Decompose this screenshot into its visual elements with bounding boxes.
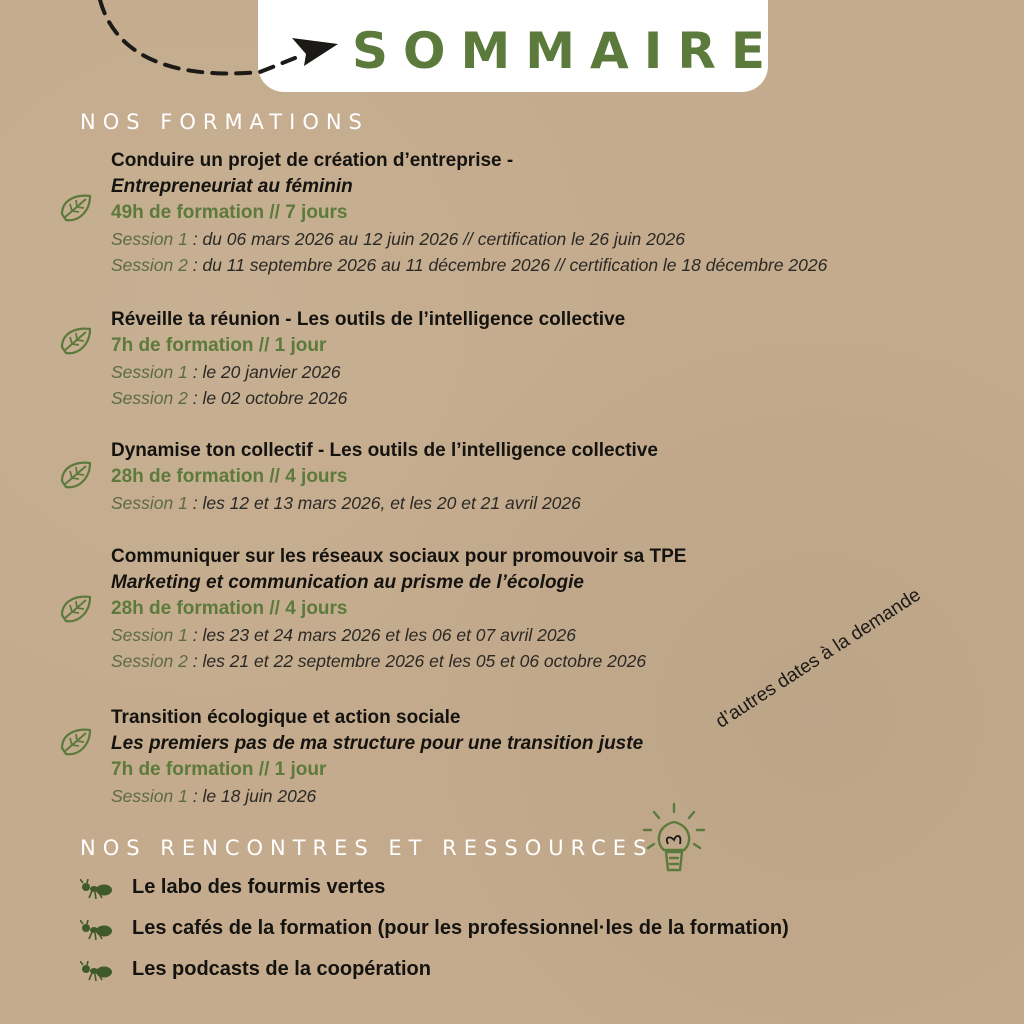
course-title: Dynamise ton collectif - Les outils de l’intelligence collective bbox=[111, 440, 658, 461]
resource-label: Les podcasts de la coopération bbox=[132, 958, 431, 980]
session-label: Session 1 bbox=[111, 493, 188, 513]
course-subtitle: Les premiers pas de ma structure pour une transition juste bbox=[111, 733, 644, 754]
session-dates: : les 23 et 24 mars 2026 et les 06 et 07 avril 2026 bbox=[187, 625, 577, 645]
section-heading-formations: NOS FORMATIONS bbox=[80, 110, 369, 134]
dashed-arrow-icon bbox=[0, 0, 360, 90]
ant-icon bbox=[80, 879, 114, 901]
leaf-icon bbox=[58, 190, 94, 226]
course-reunion bbox=[111, 307, 625, 411]
session-dates: : le 18 juin 2026 bbox=[187, 786, 317, 806]
course-title: Transition écologique et action sociale bbox=[111, 707, 461, 728]
course-session bbox=[111, 783, 643, 809]
course-session bbox=[111, 226, 827, 252]
session-dates: : du 11 septembre 2026 au 11 décembre 2026 // certification le 18 décembre 2026 bbox=[187, 255, 828, 275]
course-session bbox=[111, 490, 658, 516]
leaf-icon bbox=[58, 591, 94, 627]
session-dates: : les 12 et 13 mars 2026, et les 20 et 21 avril 2026 bbox=[187, 493, 581, 513]
course-hours: 7h de formation // 1 jour bbox=[111, 759, 327, 780]
section-heading-resources: NOS RENCONTRES ET RESSOURCES bbox=[80, 836, 654, 860]
course-reseaux-sociaux bbox=[111, 544, 686, 674]
ant-icon bbox=[80, 920, 114, 942]
session-dates: : le 20 janvier 2026 bbox=[187, 362, 341, 382]
side-note: d’autres dates à la demande bbox=[712, 584, 925, 733]
course-session bbox=[111, 385, 625, 411]
course-title: Réveille ta réunion - Les outils de l’intelligence collective bbox=[111, 309, 626, 330]
session-label: Session 1 bbox=[111, 229, 188, 249]
course-subtitle: Entrepreneuriat au féminin bbox=[111, 176, 353, 197]
resource-label: Le labo des fourmis vertes bbox=[132, 876, 386, 898]
session-dates: : le 02 octobre 2026 bbox=[187, 388, 348, 408]
leaf-icon bbox=[58, 457, 94, 493]
course-session bbox=[111, 252, 827, 278]
session-label: Session 1 bbox=[111, 362, 188, 382]
session-dates: : les 21 et 22 septembre 2026 et les 05 et 06 octobre 2026 bbox=[187, 651, 647, 671]
session-label: Session 2 bbox=[111, 651, 188, 671]
session-label: Session 2 bbox=[111, 255, 188, 275]
ant-icon bbox=[80, 961, 114, 983]
session-label: Session 2 bbox=[111, 388, 188, 408]
session-label: Session 1 bbox=[111, 625, 188, 645]
resource-label: Les cafés de la formation (pour les professionnel·les de la formation) bbox=[132, 917, 789, 939]
leaf-icon bbox=[58, 724, 94, 760]
session-label: Session 1 bbox=[111, 786, 188, 806]
course-session bbox=[111, 648, 686, 674]
course-hours: 28h de formation // 4 jours bbox=[111, 598, 348, 619]
page-title: SOMMAIRE bbox=[352, 22, 780, 80]
course-hours: 28h de formation // 4 jours bbox=[111, 466, 348, 487]
course-collectif bbox=[111, 438, 658, 516]
course-hours: 49h de formation // 7 jours bbox=[111, 202, 348, 223]
leaf-icon bbox=[58, 323, 94, 359]
course-entreprise bbox=[111, 148, 827, 278]
session-dates: : du 06 mars 2026 au 12 juin 2026 // certification le 26 juin 2026 bbox=[187, 229, 685, 249]
course-subtitle: Marketing et communication au prisme de l’écologie bbox=[111, 572, 584, 593]
course-title: Communiquer sur les réseaux sociaux pour promouvoir sa TPE bbox=[111, 546, 687, 567]
course-title: Conduire un projet de création d’entreprise - bbox=[111, 150, 514, 171]
course-hours: 7h de formation // 1 jour bbox=[111, 335, 327, 356]
course-session bbox=[111, 359, 625, 385]
course-session bbox=[111, 622, 686, 648]
course-transition bbox=[111, 705, 643, 809]
